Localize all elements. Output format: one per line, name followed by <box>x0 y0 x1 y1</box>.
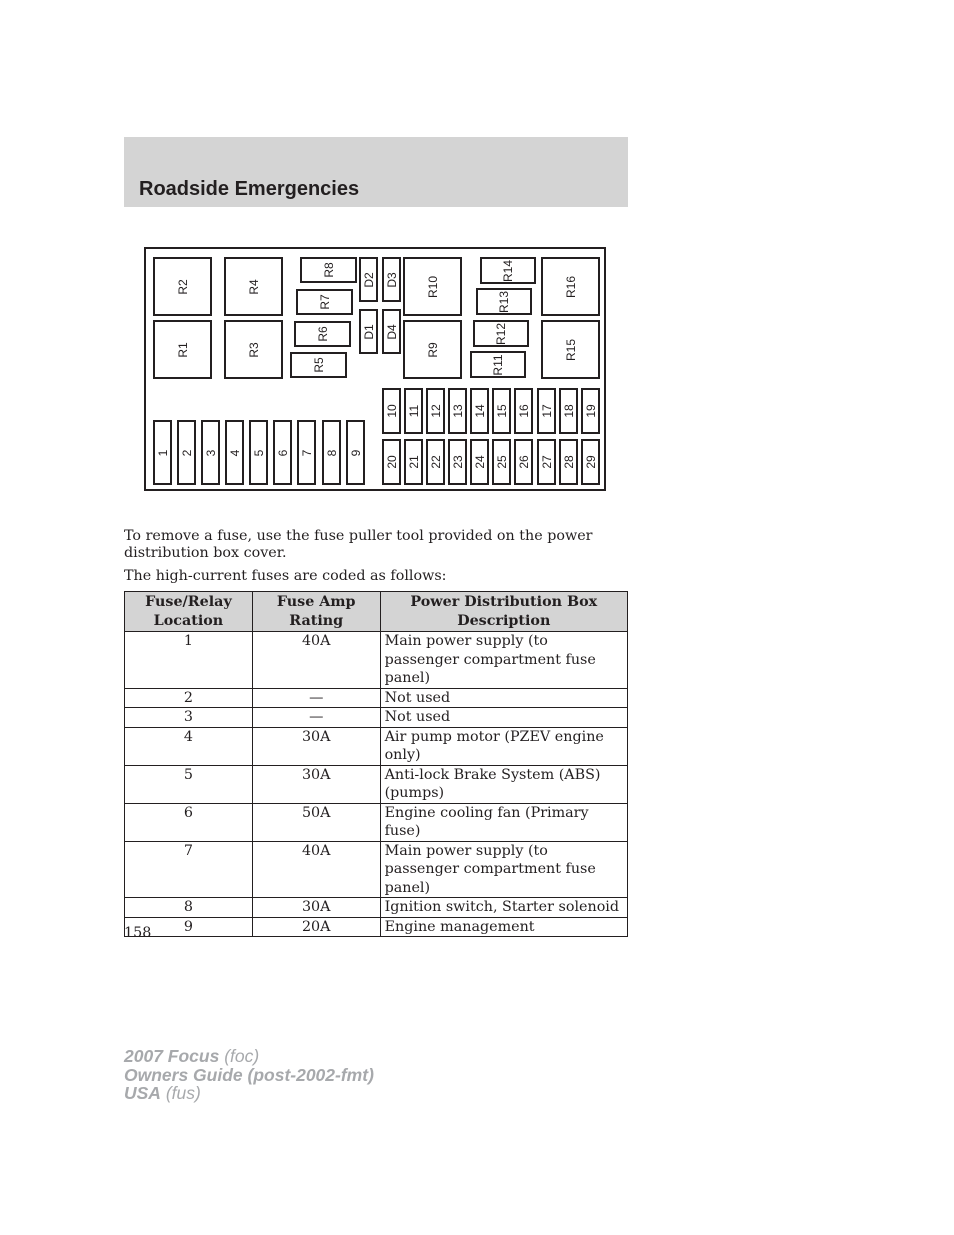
fuse-slot <box>382 388 401 434</box>
relay-r11 <box>470 351 526 378</box>
fuse-slot-label: 17 <box>539 404 554 418</box>
diode-d4-label: D4 <box>384 323 399 340</box>
table-row <box>125 841 628 898</box>
cell-location: 2 <box>125 688 253 708</box>
relay-r12 <box>473 320 529 347</box>
fuse-slot <box>559 439 578 485</box>
table-row <box>125 727 628 765</box>
relay-r2 <box>153 257 212 316</box>
fuse-slot <box>404 388 423 434</box>
cell-rating: 40A <box>252 841 380 898</box>
fuse-slot <box>404 439 423 485</box>
fuse-slot-label: 29 <box>583 455 598 469</box>
table-intro-paragraph: The high-current fuses are coded as follows: <box>124 568 447 584</box>
fuse-slot-label: 21 <box>406 455 421 469</box>
fuse-slot-label: 9 <box>348 449 363 456</box>
footer-guide: Owners Guide (post-2002-fmt) <box>124 1064 374 1085</box>
fuse-slot-label: 24 <box>472 455 487 469</box>
fuse-slot <box>322 420 341 485</box>
diode-d2 <box>359 257 378 302</box>
fuse-slot <box>492 439 511 485</box>
table-row <box>125 803 628 841</box>
relay-r10-label: R10 <box>425 275 440 298</box>
cell-rating: 30A <box>252 898 380 918</box>
cell-description: Not used <box>380 688 627 708</box>
cell-description: Ignition switch, Starter solenoid <box>380 898 627 918</box>
relay-r3-label: R3 <box>246 341 261 358</box>
footer-region: USA <box>124 1083 161 1103</box>
cell-location: 5 <box>125 765 253 803</box>
fuse-slot <box>177 420 196 485</box>
fuse-slot-label: 25 <box>494 455 509 469</box>
fuse-slot-label: 15 <box>494 404 509 418</box>
cell-rating: 40A <box>252 632 380 689</box>
table-row <box>125 688 628 708</box>
diode-d1-label: D1 <box>361 323 376 340</box>
diode-d1 <box>359 309 378 354</box>
relay-r16 <box>541 257 600 316</box>
relay-r6 <box>294 321 351 347</box>
relay-r8-label: R8 <box>321 262 336 278</box>
relay-r13 <box>476 288 532 315</box>
fuse-slot <box>448 388 467 434</box>
fuse-slot-label: 18 <box>561 404 576 418</box>
cell-location: 9 <box>125 917 253 937</box>
diode-d3-label: D3 <box>384 271 399 288</box>
fuse-slot-label: 4 <box>227 449 242 456</box>
fuse-slot-label: 22 <box>428 455 443 469</box>
fuse-slot-label: 2 <box>179 449 194 456</box>
relay-r13-label: R13 <box>497 290 511 313</box>
fuse-slot-label: 1 <box>155 449 170 456</box>
table-header-row <box>125 592 628 632</box>
table-row <box>125 708 628 728</box>
relay-r7 <box>296 289 353 315</box>
fuse-slot <box>470 388 489 434</box>
fuse-box-diagram <box>144 247 606 491</box>
fuse-slot <box>249 420 268 485</box>
cell-description: Main power supply (to passenger compartment fuse panel) <box>380 841 627 898</box>
relay-r12-label: R12 <box>494 322 508 345</box>
cell-location: 7 <box>125 841 253 898</box>
relay-r7-label: R7 <box>317 294 332 310</box>
fuse-slot <box>581 388 600 434</box>
fuse-slot <box>470 439 489 485</box>
relay-r5-label: R5 <box>311 357 326 373</box>
relay-r4-label: R4 <box>246 278 261 295</box>
fuse-slot-label: 14 <box>472 404 487 418</box>
table-row <box>125 765 628 803</box>
instruction-paragraph: To remove a fuse, use the fuse puller tool provided on the power distribution box cover. <box>124 528 593 561</box>
cell-rating: 20A <box>252 917 380 937</box>
relay-r5 <box>290 352 347 378</box>
relay-r14-label: R14 <box>501 259 515 282</box>
diode-d3 <box>382 257 401 302</box>
fuse-slot <box>426 439 445 485</box>
document-footer <box>124 1047 374 1103</box>
cell-location: 4 <box>125 727 253 765</box>
cell-description: Air pump motor (PZEV engine only) <box>380 727 627 765</box>
cell-location: 3 <box>125 708 253 728</box>
relay-r9 <box>403 320 462 379</box>
fuse-slot-label: 23 <box>450 455 465 469</box>
fuse-slot <box>559 388 578 434</box>
fuse-slot <box>225 420 244 485</box>
relay-r9-label: R9 <box>425 341 440 358</box>
footer-model: 2007 Focus <box>124 1046 220 1066</box>
fuse-slot-label: 20 <box>384 455 399 469</box>
relay-r15-label: R15 <box>563 338 578 361</box>
fuse-slot <box>426 388 445 434</box>
fuse-slot <box>514 439 533 485</box>
relay-r2-label: R2 <box>175 278 190 295</box>
relay-r16-label: R16 <box>563 275 578 298</box>
fuse-slot <box>492 388 511 434</box>
cell-rating: 30A <box>252 727 380 765</box>
relay-r10 <box>403 257 462 316</box>
column-header-description: Power Distribution Box Description <box>380 592 627 632</box>
fuse-slot-label: 13 <box>450 404 465 418</box>
cell-description: Main power supply (to passenger compartment fuse panel) <box>380 632 627 689</box>
relay-r1 <box>153 320 212 379</box>
relay-r1-label: R1 <box>175 341 190 358</box>
fuse-table <box>124 591 628 937</box>
fuse-slot <box>346 420 365 485</box>
fuse-slot-label: 8 <box>324 449 339 456</box>
fuse-slot <box>382 439 401 485</box>
relay-r4 <box>224 257 283 316</box>
fuse-slot-label: 6 <box>275 449 290 456</box>
footer-model-code: (foc) <box>224 1046 260 1066</box>
table-row <box>125 632 628 689</box>
relay-r6-label: R6 <box>315 326 330 342</box>
fuse-slot-label: 7 <box>299 449 314 456</box>
fuse-slot <box>537 439 556 485</box>
fuse-slot-label: 28 <box>561 455 576 469</box>
cell-location: 8 <box>125 898 253 918</box>
relay-r15 <box>541 320 600 379</box>
diode-d2-label: D2 <box>361 271 376 288</box>
fuse-slot <box>448 439 467 485</box>
relay-r14 <box>480 257 536 284</box>
diode-d4 <box>382 309 401 354</box>
footer-region-code: (fus) <box>165 1083 201 1103</box>
section-header-band <box>124 137 628 207</box>
fuse-slot <box>297 420 316 485</box>
fuse-slot <box>153 420 172 485</box>
column-header-rating: Fuse Amp Rating <box>252 592 380 632</box>
cell-location: 6 <box>125 803 253 841</box>
fuse-slot-label: 27 <box>539 455 554 469</box>
relay-r3 <box>224 320 283 379</box>
fuse-slot-label: 12 <box>428 404 443 418</box>
fuse-slot-label: 5 <box>251 449 266 456</box>
fuse-slot <box>201 420 220 485</box>
cell-location: 1 <box>125 632 253 689</box>
cell-description: Not used <box>380 708 627 728</box>
cell-description: Anti-lock Brake System (ABS) (pumps) <box>380 765 627 803</box>
fuse-slot <box>581 439 600 485</box>
cell-description: Engine cooling fan (Primary fuse) <box>380 803 627 841</box>
cell-rating: 30A <box>252 765 380 803</box>
cell-rating: — <box>252 688 380 708</box>
cell-description: Engine management <box>380 917 627 937</box>
fuse-slot-label: 11 <box>406 404 421 418</box>
page-number: 158 <box>124 925 152 941</box>
relay-r11-label: R11 <box>491 353 505 376</box>
cell-rating: — <box>252 708 380 728</box>
fuse-slot <box>537 388 556 434</box>
fuse-slot-label: 16 <box>516 404 531 418</box>
table-row <box>125 898 628 918</box>
fuse-slot-label: 3 <box>203 449 218 456</box>
table-row <box>125 917 628 937</box>
relay-r8 <box>300 257 357 283</box>
cell-rating: 50A <box>252 803 380 841</box>
fuse-slot-label: 26 <box>516 455 531 469</box>
fuse-slot <box>273 420 292 485</box>
section-title: Roadside Emergencies <box>139 178 360 200</box>
column-header-location: Fuse/Relay Location <box>125 592 253 632</box>
fuse-slot-label: 10 <box>384 404 399 418</box>
fuse-slot-label: 19 <box>583 404 598 418</box>
fuse-slot <box>514 388 533 434</box>
